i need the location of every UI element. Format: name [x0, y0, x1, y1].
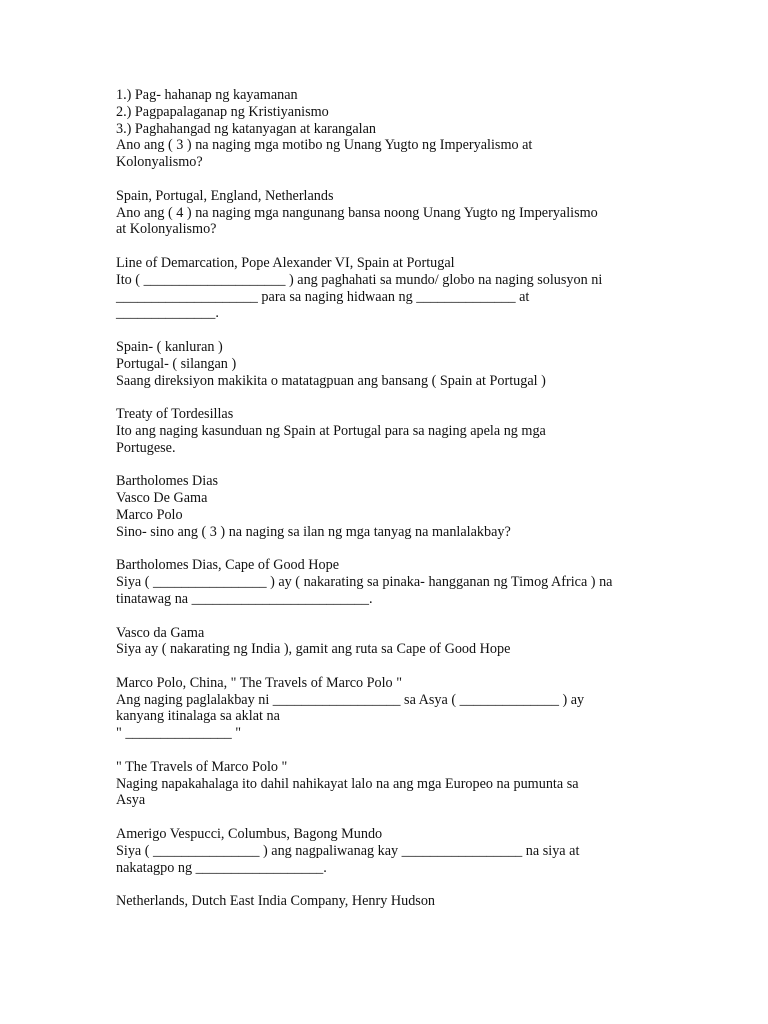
- text-line: 3.) Paghahangad ng katanyagan at karangalan: [116, 120, 376, 137]
- text-line: Ito ( ____________________ ) ang paghahati sa mundo/ globo na naging solusyon ni: [116, 271, 603, 288]
- text-line: Kolonyalismo?: [116, 154, 203, 171]
- paragraph-gap: [116, 541, 676, 558]
- text-line: Marco Polo: [116, 506, 183, 523]
- text-line: Netherlands, Dutch East India Company, Henry Hudson: [116, 893, 436, 910]
- text-line: Bartholomes Dias, Cape of Good Hope: [116, 557, 340, 574]
- text-line: Asya: [116, 792, 146, 809]
- text-line: at Kolonyalismo?: [116, 221, 217, 238]
- paragraph-gap: [116, 608, 676, 625]
- text-line: Line of Demarcation, Pope Alexander VI, Spain at Portugal: [116, 254, 455, 271]
- paragraph-gap: [116, 457, 676, 474]
- text-line: " The Travels of Marco Polo ": [116, 758, 288, 775]
- text-line: Ang naging paglalakbay ni __________________ sa Asya ( ______________ ) ay: [116, 691, 585, 708]
- paragraph-gap: [116, 322, 676, 339]
- text-line: Portugal- ( silangan ): [116, 355, 237, 372]
- text-line: 2.) Pagpapalaganap ng Kristiyanismo: [116, 103, 329, 120]
- text-line: tinatawag na _________________________.: [116, 590, 373, 607]
- text-line: Marco Polo, China, " The Travels of Marco Polo ": [116, 674, 402, 691]
- text-line: kanyang itinalaga sa aklat na: [116, 708, 280, 725]
- document-body: [116, 87, 676, 910]
- text-line: Naging napakahalaga ito dahil nahikayat lalo na ang mga Europeo na pumunta sa: [116, 775, 579, 792]
- text-line: Siya ( ________________ ) ay ( nakarating sa pinaka- hangganan ng Timog Africa ) na: [116, 574, 613, 591]
- text-line: Ano ang ( 4 ) na naging mga nangunang bansa noong Unang Yugto ng Imperyalismo: [116, 204, 598, 221]
- text-line: Amerigo Vespucci, Columbus, Bagong Mundo: [116, 826, 383, 843]
- paragraph-gap: [116, 658, 676, 675]
- text-line: Vasco De Gama: [116, 490, 208, 507]
- text-line: Saang direksiyon makikita o matatagpuan ang bansang ( Spain at Portugal ): [116, 372, 546, 389]
- text-line: Siya ( _______________ ) ang nagpaliwanag kay _________________ na siya at: [116, 842, 580, 859]
- paragraph-gap: [116, 238, 676, 255]
- text-line: Vasco da Gama: [116, 624, 205, 641]
- text-line: 1.) Pag- hahanap ng kayamanan: [116, 87, 298, 103]
- text-line: Ito ang naging kasunduan ng Spain at Portugal para sa naging apela ng mga: [116, 422, 546, 439]
- paragraph-gap: [116, 876, 676, 893]
- text-line: ____________________ para sa naging hidwaan ng ______________ at: [116, 288, 530, 305]
- text-line: Spain- ( kanluran ): [116, 338, 223, 355]
- paragraph-gap: [116, 809, 676, 826]
- paragraph-gap: [116, 171, 676, 188]
- text-line: Bartholomes Dias: [116, 473, 219, 490]
- paragraph-gap: [116, 742, 676, 759]
- text-line: Treaty of Tordesillas: [116, 406, 234, 423]
- text-line: Portugese.: [116, 439, 176, 456]
- text-line: Sino- sino ang ( 3 ) na naging sa ilan ng mga tanyag na manlalakbay?: [116, 523, 511, 540]
- text-line: ______________.: [116, 305, 219, 322]
- text-line: " _______________ ": [116, 725, 242, 742]
- text-line: nakatagpo ng __________________.: [116, 859, 327, 876]
- text-line: Siya ay ( nakarating ng India ), gamit ang ruta sa Cape of Good Hope: [116, 641, 511, 658]
- paragraph-gap: [116, 389, 676, 406]
- text-line: Spain, Portugal, England, Netherlands: [116, 187, 334, 204]
- text-line: Ano ang ( 3 ) na naging mga motibo ng Unang Yugto ng Imperyalismo at: [116, 137, 533, 154]
